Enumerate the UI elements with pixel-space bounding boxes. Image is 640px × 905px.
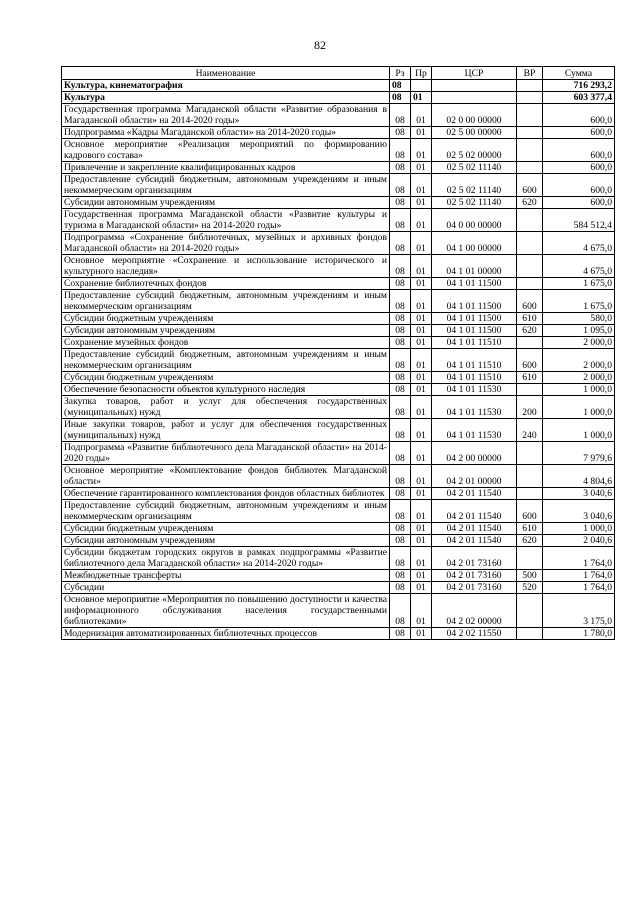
- table-row: [62, 337, 615, 349]
- table-row: [62, 104, 615, 127]
- row-pr: 01: [411, 488, 432, 500]
- row-sum: 600,0: [543, 104, 615, 127]
- row-name: Субсидии бюджетам городских округов в рамках подпрограммы «Развитие библиотечного дела Магаданской области» на 2014-2020 годы»: [62, 547, 390, 570]
- row-csr: 02 5 02 11140: [432, 174, 517, 197]
- row-name: Основное мероприятие «Сохранение и использование исторического и культурного наследия»: [62, 255, 390, 278]
- row-vr: 620: [517, 197, 543, 209]
- row-sum: 3 175,0: [543, 594, 615, 628]
- row-sum: 3 040,6: [543, 488, 615, 500]
- row-name: Субсидии автономным учреждениям: [62, 325, 390, 337]
- row-rz: 08: [390, 325, 411, 337]
- table-row: [62, 465, 615, 488]
- table-row: [62, 547, 615, 570]
- row-vr: 600: [517, 500, 543, 523]
- row-csr: 04 1 01 11510: [432, 349, 517, 372]
- table-row: [62, 290, 615, 313]
- row-csr: 04 2 00 00000: [432, 442, 517, 465]
- row-sum: 1 000,0: [543, 384, 615, 396]
- row-name: Основное мероприятие «Комплектование фондов библиотек Магаданской области»: [62, 465, 390, 488]
- row-pr: 01: [411, 162, 432, 174]
- row-sum: 603 377,4: [543, 92, 615, 104]
- row-sum: 1 764,0: [543, 570, 615, 582]
- row-name: Предоставление субсидий бюджетным, автономным учреждениям и иным некоммерческим организациям: [62, 290, 390, 313]
- row-rz: 08: [390, 127, 411, 139]
- header-pr: Пр: [411, 67, 432, 80]
- row-csr: 02 5 02 00000: [432, 139, 517, 162]
- row-pr: 01: [411, 278, 432, 290]
- table-row: [62, 162, 615, 174]
- table-row: [62, 349, 615, 372]
- row-pr: 01: [411, 232, 432, 255]
- row-csr: 04 1 01 11510: [432, 337, 517, 349]
- row-csr: 04 1 01 11530: [432, 384, 517, 396]
- table-row: [62, 628, 615, 640]
- table-row: [62, 396, 615, 419]
- table-row: [62, 232, 615, 255]
- row-rz: 08: [390, 523, 411, 535]
- row-sum: 1 000,0: [543, 523, 615, 535]
- row-vr: 610: [517, 313, 543, 325]
- table-row: [62, 174, 615, 197]
- row-vr: [517, 255, 543, 278]
- row-rz: 08: [390, 139, 411, 162]
- row-name: Государственная программа Магаданской области «Развитие культуры и туризма в Магаданской области» на 2014-2020 годы»: [62, 209, 390, 232]
- row-pr: 01: [411, 570, 432, 582]
- row-csr: 04 2 01 11540: [432, 500, 517, 523]
- row-rz: 08: [390, 442, 411, 465]
- row-rz: 08: [390, 547, 411, 570]
- row-rz: 08: [390, 582, 411, 594]
- table-row: [62, 92, 615, 104]
- row-rz: 08: [390, 174, 411, 197]
- row-rz: 08: [390, 419, 411, 442]
- row-sum: 1 095,0: [543, 325, 615, 337]
- row-csr: 02 5 00 00000: [432, 127, 517, 139]
- row-csr: 04 1 01 11500: [432, 290, 517, 313]
- table-row: [62, 442, 615, 465]
- row-csr: 04 2 01 11540: [432, 488, 517, 500]
- row-name: Сохранение музейных фондов: [62, 337, 390, 349]
- row-pr: 01: [411, 209, 432, 232]
- row-sum: 7 979,6: [543, 442, 615, 465]
- row-name: Обеспечение гарантированного комплектования фондов областных библиотек: [62, 488, 390, 500]
- row-vr: 610: [517, 523, 543, 535]
- row-rz: 08: [390, 232, 411, 255]
- row-name: Модернизация автоматизированных библиотечных процессов: [62, 628, 390, 640]
- row-pr: 01: [411, 337, 432, 349]
- row-sum: 1 764,0: [543, 547, 615, 570]
- table-row: [62, 325, 615, 337]
- header-name: Наименование: [62, 67, 390, 80]
- row-pr: 01: [411, 127, 432, 139]
- row-csr: 04 2 01 11540: [432, 535, 517, 547]
- row-vr: 600: [517, 290, 543, 313]
- row-csr: 04 2 01 73160: [432, 570, 517, 582]
- row-sum: 580,0: [543, 313, 615, 325]
- row-csr: 02 5 02 11140: [432, 197, 517, 209]
- row-sum: 600,0: [543, 127, 615, 139]
- row-csr: [432, 80, 517, 92]
- table-row: [62, 500, 615, 523]
- table-row: [62, 488, 615, 500]
- row-sum: 1 764,0: [543, 582, 615, 594]
- row-name: Субсидии бюджетным учреждениям: [62, 523, 390, 535]
- row-sum: 584 512,4: [543, 209, 615, 232]
- row-pr: 01: [411, 290, 432, 313]
- row-sum: 600,0: [543, 174, 615, 197]
- row-name: Подпрограмма «Развитие библиотечного дела Магаданской области» на 2014-2020 годы»: [62, 442, 390, 465]
- row-csr: 04 1 01 11500: [432, 325, 517, 337]
- row-name: Субсидии: [62, 582, 390, 594]
- table-row: [62, 278, 615, 290]
- row-csr: 04 2 02 11550: [432, 628, 517, 640]
- table-header-row: [62, 67, 615, 80]
- header-sum: Сумма: [543, 67, 615, 80]
- row-csr: 04 1 01 00000: [432, 255, 517, 278]
- row-csr: 04 1 01 11500: [432, 278, 517, 290]
- table-row: [62, 80, 615, 92]
- row-name: Субсидии автономным учреждениям: [62, 535, 390, 547]
- row-pr: 01: [411, 174, 432, 197]
- row-csr: 02 0 00 00000: [432, 104, 517, 127]
- row-rz: 08: [390, 337, 411, 349]
- row-pr: 01: [411, 582, 432, 594]
- row-rz: 08: [390, 278, 411, 290]
- row-csr: 04 1 01 11530: [432, 396, 517, 419]
- row-name: Сохранение библиотечных фондов: [62, 278, 390, 290]
- table-body: [62, 80, 615, 640]
- row-name: Подпрограмма «Кадры Магаданской области» на 2014-2020 годы»: [62, 127, 390, 139]
- row-vr: [517, 384, 543, 396]
- table-row: [62, 255, 615, 278]
- row-vr: 500: [517, 570, 543, 582]
- row-csr: 04 2 02 00000: [432, 594, 517, 628]
- table-row: [62, 582, 615, 594]
- row-csr: 04 2 01 73160: [432, 547, 517, 570]
- header-rz: Рз: [390, 67, 411, 80]
- row-vr: 240: [517, 419, 543, 442]
- row-sum: 600,0: [543, 162, 615, 174]
- table-row: [62, 372, 615, 384]
- row-pr: [411, 80, 432, 92]
- row-name: Закупка товаров, работ и услуг для обеспечения государственных (муниципальных) нужд: [62, 396, 390, 419]
- row-name: Культура, кинематография: [62, 80, 390, 92]
- row-pr: 01: [411, 104, 432, 127]
- row-pr: 01: [411, 500, 432, 523]
- row-pr: 01: [411, 384, 432, 396]
- row-vr: [517, 442, 543, 465]
- row-rz: 08: [390, 396, 411, 419]
- row-vr: [517, 594, 543, 628]
- row-vr: 600: [517, 174, 543, 197]
- row-name: Культура: [62, 92, 390, 104]
- row-vr: [517, 162, 543, 174]
- table-row: [62, 197, 615, 209]
- row-pr: 01: [411, 419, 432, 442]
- row-rz: 08: [390, 594, 411, 628]
- row-vr: [517, 139, 543, 162]
- row-pr: 01: [411, 535, 432, 547]
- row-pr: 01: [411, 628, 432, 640]
- row-pr: 01: [411, 92, 432, 104]
- row-pr: 01: [411, 325, 432, 337]
- row-sum: 4 804,6: [543, 465, 615, 488]
- row-csr: 04 1 01 11530: [432, 419, 517, 442]
- row-pr: 01: [411, 594, 432, 628]
- row-pr: 01: [411, 372, 432, 384]
- row-vr: [517, 465, 543, 488]
- row-sum: 3 040,6: [543, 500, 615, 523]
- table-row: [62, 127, 615, 139]
- row-vr: [517, 337, 543, 349]
- row-rz: 08: [390, 197, 411, 209]
- row-rz: 08: [390, 209, 411, 232]
- row-vr: [517, 488, 543, 500]
- row-csr: 04 1 01 11500: [432, 313, 517, 325]
- row-rz: 08: [390, 535, 411, 547]
- row-vr: 620: [517, 535, 543, 547]
- table-row: [62, 384, 615, 396]
- row-sum: 2 000,0: [543, 349, 615, 372]
- row-pr: 01: [411, 139, 432, 162]
- row-vr: 200: [517, 396, 543, 419]
- row-name: Межбюджетные трансферты: [62, 570, 390, 582]
- row-csr: 04 0 00 00000: [432, 209, 517, 232]
- row-name: Государственная программа Магаданской области «Развитие образования в Магаданской области» на 2014-2020 годы»: [62, 104, 390, 127]
- row-csr: 04 1 00 00000: [432, 232, 517, 255]
- row-vr: 610: [517, 372, 543, 384]
- row-vr: [517, 80, 543, 92]
- row-name: Основное мероприятие «Мероприятия по повышению доступности и качества информационного обслуживания населения государственными библиотеками»: [62, 594, 390, 628]
- row-rz: 08: [390, 162, 411, 174]
- header-vr: ВР: [517, 67, 543, 80]
- row-name: Привлечение и закрепление квалифицированных кадров: [62, 162, 390, 174]
- row-pr: 01: [411, 465, 432, 488]
- row-sum: 1 000,0: [543, 419, 615, 442]
- table-row: [62, 419, 615, 442]
- row-pr: 01: [411, 349, 432, 372]
- row-rz: 08: [390, 313, 411, 325]
- row-vr: [517, 278, 543, 290]
- page-number: 82: [314, 38, 326, 52]
- row-pr: 01: [411, 396, 432, 419]
- row-pr: 01: [411, 313, 432, 325]
- row-name: Субсидии автономным учреждениям: [62, 197, 390, 209]
- row-vr: [517, 232, 543, 255]
- table-row: [62, 594, 615, 628]
- row-vr: 520: [517, 582, 543, 594]
- row-vr: [517, 209, 543, 232]
- row-rz: 08: [390, 92, 411, 104]
- row-sum: 600,0: [543, 139, 615, 162]
- row-name: Субсидии бюджетным учреждениям: [62, 313, 390, 325]
- row-vr: [517, 92, 543, 104]
- row-sum: 716 293,2: [543, 80, 615, 92]
- row-sum: 2 000,0: [543, 372, 615, 384]
- row-vr: 620: [517, 325, 543, 337]
- row-sum: 600,0: [543, 197, 615, 209]
- row-name: Основное мероприятие «Реализация мероприятий по формированию кадрового состава»: [62, 139, 390, 162]
- row-sum: 2 000,0: [543, 337, 615, 349]
- row-sum: 1 675,0: [543, 290, 615, 313]
- row-sum: 4 675,0: [543, 232, 615, 255]
- row-vr: [517, 628, 543, 640]
- header-csr: ЦСР: [432, 67, 517, 80]
- row-name: Обеспечение безопасности объектов культурного наследия: [62, 384, 390, 396]
- row-rz: 08: [390, 500, 411, 523]
- row-pr: 01: [411, 547, 432, 570]
- row-rz: 08: [390, 384, 411, 396]
- row-pr: 01: [411, 442, 432, 465]
- row-vr: [517, 104, 543, 127]
- table-row: [62, 570, 615, 582]
- row-pr: 01: [411, 523, 432, 535]
- row-vr: 600: [517, 349, 543, 372]
- row-rz: 08: [390, 372, 411, 384]
- row-vr: [517, 127, 543, 139]
- row-name: Предоставление субсидий бюджетным, автономным учреждениям и иным некоммерческим организациям: [62, 500, 390, 523]
- row-sum: 4 675,0: [543, 255, 615, 278]
- row-sum: 1 675,0: [543, 278, 615, 290]
- row-name: Субсидии бюджетным учреждениям: [62, 372, 390, 384]
- row-csr: 04 2 01 73160: [432, 582, 517, 594]
- table-row: [62, 313, 615, 325]
- row-pr: 01: [411, 255, 432, 278]
- row-rz: 08: [390, 80, 411, 92]
- row-sum: 1 780,0: [543, 628, 615, 640]
- row-rz: 08: [390, 104, 411, 127]
- row-csr: 04 2 01 11540: [432, 523, 517, 535]
- row-rz: 08: [390, 570, 411, 582]
- row-rz: 08: [390, 349, 411, 372]
- row-csr: 04 1 01 11510: [432, 372, 517, 384]
- row-rz: 08: [390, 290, 411, 313]
- table-row: [62, 139, 615, 162]
- row-name: Иные закупки товаров, работ и услуг для обеспечения государственных (муниципальных) нужд: [62, 419, 390, 442]
- row-rz: 08: [390, 465, 411, 488]
- row-csr: [432, 92, 517, 104]
- row-rz: 08: [390, 488, 411, 500]
- row-csr: 02 5 02 11140: [432, 162, 517, 174]
- table-row: [62, 209, 615, 232]
- row-rz: 08: [390, 628, 411, 640]
- table-row: [62, 535, 615, 547]
- table-row: [62, 523, 615, 535]
- row-name: Предоставление субсидий бюджетным, автономным учреждениям и иным некоммерческим организациям: [62, 174, 390, 197]
- row-vr: [517, 547, 543, 570]
- row-rz: 08: [390, 255, 411, 278]
- budget-table: [61, 66, 615, 640]
- row-name: Предоставление субсидий бюджетным, автономным учреждениям и иным некоммерческим организациям: [62, 349, 390, 372]
- row-sum: 2 040,6: [543, 535, 615, 547]
- row-name: Подпрограмма «Сохранение библиотечных, музейных и архивных фондов Магаданской области» на 2014-2020 годы»: [62, 232, 390, 255]
- row-csr: 04 2 01 00000: [432, 465, 517, 488]
- row-sum: 1 000,0: [543, 396, 615, 419]
- row-pr: 01: [411, 197, 432, 209]
